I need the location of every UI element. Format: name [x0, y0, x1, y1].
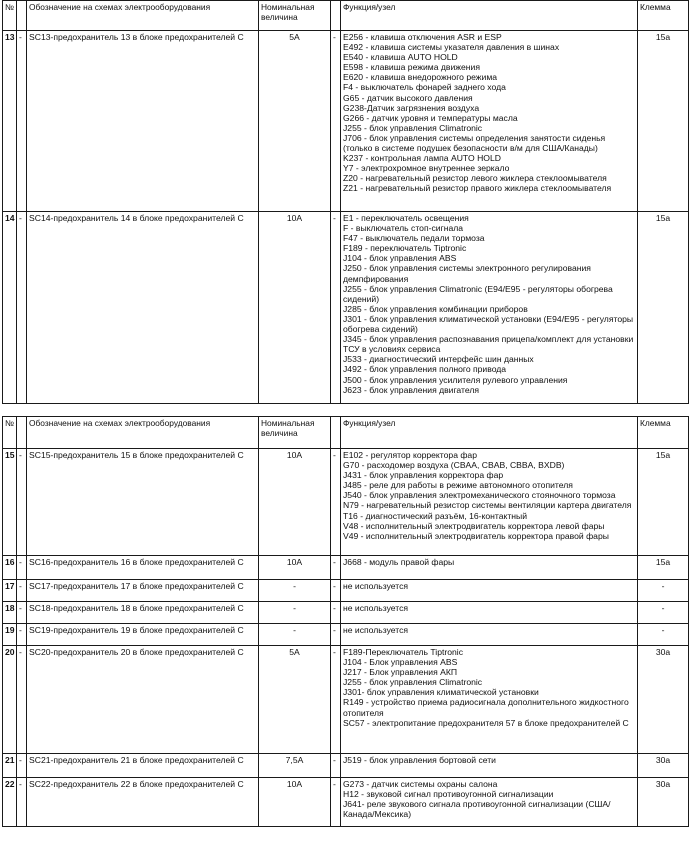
table-row: [3, 556, 689, 580]
function-item: J623 - блок управления двигателя: [343, 384, 480, 395]
table-row: [3, 778, 689, 827]
fuse-designation: SC22-предохранитель 22 в блоке предохранителей С: [27, 778, 259, 827]
row-dash: -: [17, 31, 27, 212]
fuse-functions: [341, 212, 638, 404]
fuse-number: 16: [3, 556, 17, 580]
function-item: Z21 - нагревательный резистор правого жиклера стеклоомывателя: [343, 183, 612, 194]
table-row: [3, 602, 689, 624]
function-item: G273 - датчик системы охраны салона: [343, 779, 498, 789]
function-item: K237 - контрольная лампа AUTO HOLD: [343, 153, 501, 164]
function-item: J301- блок управления климатической установки: [343, 687, 539, 698]
row-dash: -: [17, 602, 27, 624]
fuse-nominal-value: -: [259, 602, 331, 624]
row-dash: -: [17, 754, 27, 778]
function-item: E256 - клавиша отключения ASR и ESP: [343, 32, 502, 42]
function-dash: -: [331, 602, 341, 624]
table-row: [3, 449, 689, 556]
fuse-functions: [341, 449, 638, 556]
table-row: [3, 646, 689, 754]
function-item: J668 - модуль правой фары: [343, 557, 455, 567]
fuse-terminal: 15а: [638, 212, 689, 404]
function-item: J540 - блок управления электромеханического стояночного тормоза: [343, 490, 616, 501]
fuse-designation: SC14-предохранитель 14 в блоке предохранителей С: [27, 212, 259, 404]
function-item: J104 - блок управления ABS: [343, 253, 457, 264]
fuse-number: 13: [3, 31, 17, 212]
fuse-designation: SC15-предохранитель 15 в блоке предохранителей С: [27, 449, 259, 556]
header-spacer: [331, 1, 341, 31]
function-item: J285 - блок управления комбинации приборов: [343, 303, 528, 314]
fuse-designation: SC20-предохранитель 20 в блоке предохранителей С: [27, 646, 259, 754]
fuse-terminal: 30а: [638, 646, 689, 754]
function-item: J706 - блок управления системы определения занятости сиденья (только в системе подушек безопасности в/м для США/Канады): [343, 132, 606, 154]
function-item: V48 - исполнительный электродвигатель корректора левой фары: [343, 520, 605, 531]
fuse-number: 22: [3, 778, 17, 827]
header-terminal: Клемма: [638, 417, 689, 449]
function-item: Z20 - нагревательный резистор левого жиклера стеклоомывателя: [343, 173, 607, 184]
function-dash: -: [331, 754, 341, 778]
fuse-functions: [341, 754, 638, 778]
header-spacer: [17, 1, 27, 31]
fuse-functions: [341, 602, 638, 624]
header-nominal: Номинальная величина: [259, 417, 331, 449]
function-item: F47 - выключатель педали тормоза: [343, 233, 485, 244]
fuse-terminal: 15а: [638, 556, 689, 580]
fuse-designation: SC18-предохранитель 18 в блоке предохранителей С: [27, 602, 259, 624]
function-dash: -: [331, 556, 341, 580]
function-item: J492 - блок управления полного привода: [343, 364, 507, 375]
function-item: E620 - клавиша внедорожного режима: [343, 72, 498, 83]
row-dash: -: [17, 580, 27, 602]
function-item: G238-Датчик загрязнения воздуха: [343, 102, 480, 113]
function-item: J641- реле звукового сигнала противоугонной сигнализации (США/Канада/Мексика): [343, 799, 611, 820]
header-no: №: [3, 417, 17, 449]
fuse-nominal-value: 5А: [259, 646, 331, 754]
row-dash: -: [17, 624, 27, 646]
fuse-nominal-value: 10А: [259, 449, 331, 556]
fuse-nominal-value: -: [259, 624, 331, 646]
fuse-number: 15: [3, 449, 17, 556]
fuse-designation: SC21-предохранитель 21 в блоке предохранителей С: [27, 754, 259, 778]
row-dash: -: [17, 646, 27, 754]
fuse-functions: [341, 580, 638, 602]
row-dash: -: [17, 212, 27, 404]
function-item: J431 - блок управления корректора фар: [343, 470, 504, 481]
function-item: E492 - клавиша системы указателя давления в шинах: [343, 42, 560, 53]
function-item: E540 - клавиша AUTO HOLD: [343, 52, 458, 63]
function-item: R149 - устройство приема радиосигнала дополнительного жидкостного отопителя: [343, 697, 629, 718]
table-header-row: [3, 1, 689, 31]
header-spacer: [331, 417, 341, 449]
table-row: [3, 31, 689, 212]
fuse-designation: SC17-предохранитель 17 в блоке предохранителей С: [27, 580, 259, 602]
function-dash: -: [331, 212, 341, 404]
fuse-number: 19: [3, 624, 17, 646]
function-item: H12 - звуковой сигнал противоугонной сигнализации: [343, 789, 554, 800]
function-item: J255 - блок управления Climatronic: [343, 677, 483, 688]
fuse-nominal-value: 5А: [259, 31, 331, 212]
fuse-table-1: [2, 0, 689, 404]
fuse-number: 18: [3, 602, 17, 624]
fuse-terminal: 15а: [638, 449, 689, 556]
fuse-functions: [341, 556, 638, 580]
function-item: J533 - диагностический интерфейс шин данных: [343, 354, 534, 365]
fuse-nominal-value: 10А: [259, 556, 331, 580]
function-item: не используется: [343, 581, 409, 591]
function-item: F189 - переключатель Tiptronic: [343, 243, 467, 254]
function-item: F - выключатель стоп-сигнала: [343, 223, 464, 234]
header-no: №: [3, 1, 17, 31]
header-function: Функция/узел: [341, 417, 638, 449]
function-item: J519 - блок управления бортовой сети: [343, 755, 496, 765]
function-item: J345 - блок управления распознавания прицепа/комплект для установки ТСУ в условиях сервиса: [343, 334, 634, 355]
fuse-nominal-value: 7,5А: [259, 754, 331, 778]
function-item: F4 - выключатель фонарей заднего хода: [343, 82, 506, 93]
fuse-designation: SC19-предохранитель 19 в блоке предохранителей С: [27, 624, 259, 646]
fuse-terminal: -: [638, 602, 689, 624]
function-item: J301 - блок управления климатической установки (E94/E95 - регуляторы обогрева сидений): [343, 313, 634, 335]
fuse-designation: SC16-предохранитель 16 в блоке предохранителей С: [27, 556, 259, 580]
fuse-terminal: -: [638, 580, 689, 602]
fuse-number: 20: [3, 646, 17, 754]
table-row: [3, 624, 689, 646]
function-dash: -: [331, 646, 341, 754]
function-dash: -: [331, 778, 341, 827]
function-item: J104 - Блок управления ABS: [343, 657, 458, 668]
fuse-designation: SC13-предохранитель 13 в блоке предохранителей С: [27, 31, 259, 212]
row-dash: -: [17, 449, 27, 556]
fuse-number: 21: [3, 754, 17, 778]
function-item: F189-Переключатель Tiptronic: [343, 647, 464, 657]
table-header-row: [3, 417, 689, 449]
function-item: не используется: [343, 603, 409, 613]
function-item: N79 - нагревательный резистор системы вентиляции картера двигателя: [343, 500, 632, 511]
header-terminal: Клемма: [638, 1, 689, 31]
fuse-functions: [341, 624, 638, 646]
fuse-nominal-value: 10А: [259, 212, 331, 404]
header-designation: Обозначение на схемах электрооборудования: [27, 417, 259, 449]
table-row: [3, 212, 689, 404]
fuse-functions: [341, 778, 638, 827]
header-function: Функция/узел: [341, 1, 638, 31]
table-row: [3, 754, 689, 778]
fuse-number: 14: [3, 212, 17, 404]
function-item: T16 - диагностический разъём, 16-контактный: [343, 510, 528, 521]
function-item: SC57 - электропитание предохранителя 57 в блоке предохранителей С: [343, 717, 629, 728]
function-dash: -: [331, 31, 341, 212]
table-row: [3, 580, 689, 602]
function-item: J250 - блок управления системы электронного регулирования демпфирования: [343, 263, 591, 284]
function-dash: -: [331, 449, 341, 556]
function-item: Y7 - электрохромное внутреннее зеркало: [343, 163, 510, 174]
fuse-terminal: 30а: [638, 778, 689, 827]
header-spacer: [17, 417, 27, 449]
header-designation: Обозначение на схемах электрооборудования: [27, 1, 259, 31]
fuse-functions: [341, 31, 638, 212]
function-item: E102 - регулятор корректора фар: [343, 450, 477, 460]
function-item: J255 - блок управления Climatronic: [343, 122, 483, 133]
fuse-functions: [341, 646, 638, 754]
row-dash: -: [17, 556, 27, 580]
function-item: G266 - датчик уровня и температуры масла: [343, 112, 518, 123]
function-item: V49 - исполнительный электродвигатель корректора правой фары: [343, 530, 609, 541]
function-item: G70 - расходомер воздуха (CBAA, CBAB, CBBA, BXDB): [343, 460, 565, 471]
function-item: J217 - Блок управления АКП: [343, 667, 458, 678]
function-item: J255 - блок управления Climatronic (E94/E95 - регуляторы обогрева сидений): [343, 283, 613, 304]
function-item: не используется: [343, 625, 409, 635]
function-item: J485 - реле для работы в режиме автономного отопителя: [343, 480, 573, 491]
fuse-terminal: 15а: [638, 31, 689, 212]
fuse-table-2: [2, 416, 689, 827]
function-dash: -: [331, 580, 341, 602]
fuse-terminal: 30а: [638, 754, 689, 778]
function-item: J500 - блок управления усилителя рулевого управления: [343, 374, 568, 385]
function-item: G65 - датчик высокого давления: [343, 92, 473, 103]
function-item: E598 - клавиша режима движения: [343, 62, 480, 73]
fuse-nominal-value: -: [259, 580, 331, 602]
fuse-terminal: -: [638, 624, 689, 646]
row-dash: -: [17, 778, 27, 827]
fuse-number: 17: [3, 580, 17, 602]
fuse-nominal-value: 10А: [259, 778, 331, 827]
header-nominal: Номинальная величина: [259, 1, 331, 31]
function-dash: -: [331, 624, 341, 646]
function-item: E1 - переключатель освещения: [343, 213, 469, 223]
